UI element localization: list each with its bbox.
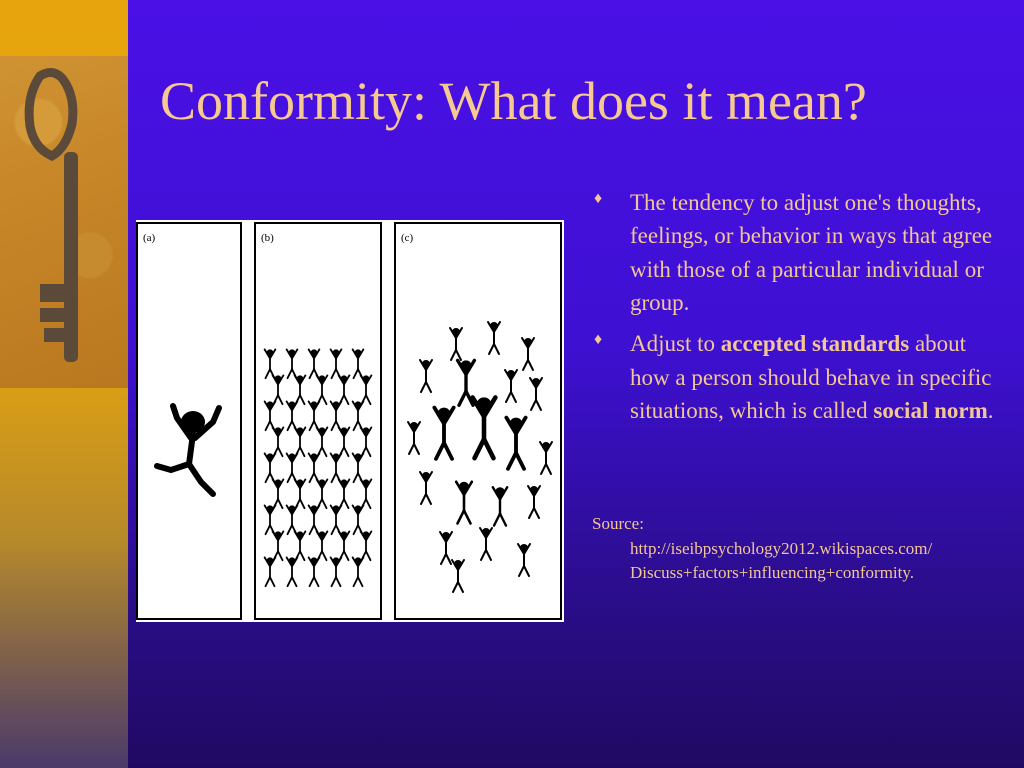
stick-figure [450, 328, 462, 360]
source-url-line1: http://iseibpsychology2012.wikispaces.com/ [630, 538, 933, 558]
stick-figure [287, 349, 298, 378]
source-label: Source: [592, 514, 644, 533]
stick-figure [434, 408, 453, 459]
stick-figure [353, 505, 364, 534]
stick-figure [265, 453, 276, 482]
stick-figure [530, 378, 542, 410]
accepted-standards-term: accepted standards [720, 331, 910, 357]
stick-figure [339, 427, 350, 456]
stick-figure [540, 442, 552, 474]
stick-figure [506, 418, 525, 469]
stick-figure [361, 427, 372, 456]
stick-figure [452, 560, 464, 592]
bullet-item [592, 327, 1002, 427]
stick-figure [353, 557, 364, 586]
stick-figure [295, 531, 306, 560]
stick-figure [339, 531, 350, 560]
stick-figure [331, 453, 342, 482]
stick-figure [528, 486, 540, 518]
stick-figure [473, 397, 496, 458]
stick-figure [287, 401, 298, 430]
bullet-text: The tendency to adjust one's thoughts, feelings, or behavior in ways that agree with those of a particular individual or group. [630, 190, 993, 316]
stick-figure [353, 349, 364, 378]
stick-figure [440, 532, 452, 564]
panel-b-label: (b) [261, 232, 274, 244]
stick-figure [420, 360, 432, 392]
stick-figure [317, 427, 328, 456]
stick-figure [309, 557, 320, 586]
bullet-text-mid: about how a person should behave in specific situations, which is called [630, 331, 992, 424]
panel-c-label: (c) [401, 232, 414, 244]
bullet-list [592, 186, 1002, 435]
stick-figure [309, 505, 320, 534]
stick-figure [331, 349, 342, 378]
source-citation [592, 512, 1012, 586]
stick-figure [488, 322, 500, 354]
diamond-bullet-icon: ♦ [594, 190, 603, 207]
stick-figure [317, 531, 328, 560]
stick-figure [265, 505, 276, 534]
stick-figure [331, 557, 342, 586]
stick-figure [353, 453, 364, 482]
stick-figure [287, 453, 298, 482]
stick-figure [456, 482, 472, 524]
source-url-line2: Discuss+factors+influencing+conformity. [630, 563, 915, 583]
stick-figure [339, 479, 350, 508]
stick-figure [408, 422, 420, 454]
lone-figure [138, 224, 240, 618]
bullet-item [592, 186, 1002, 319]
stick-figure [287, 557, 298, 586]
panel-a [136, 222, 242, 620]
stick-figure [361, 531, 372, 560]
stick-figure [295, 375, 306, 404]
panel-b [254, 222, 382, 620]
key-image [0, 56, 128, 388]
panel-c [394, 222, 562, 620]
stick-figure [273, 479, 284, 508]
stick-figure [309, 401, 320, 430]
stick-figure [309, 349, 320, 378]
stick-figure [518, 544, 530, 576]
stick-figure [309, 453, 320, 482]
stick-figure [317, 375, 328, 404]
stick-figure [493, 487, 507, 525]
slide-title: Conformity: What does it mean? [160, 71, 867, 131]
stick-figure [265, 349, 276, 378]
stick-figure [287, 505, 298, 534]
stick-figure [361, 375, 372, 404]
panel-a-label: (a) [143, 232, 156, 244]
stick-figure [522, 338, 534, 370]
stick-figure [317, 479, 328, 508]
stick-figure [331, 401, 342, 430]
stick-figure [273, 375, 284, 404]
stick-figure [339, 375, 350, 404]
stick-figure [265, 401, 276, 430]
bullet-text-post: . [987, 398, 994, 424]
stick-figure [273, 427, 284, 456]
bullet-text-pre: Adjust to [630, 331, 721, 357]
diamond-bullet-icon: ♦ [594, 331, 603, 349]
stick-figure [361, 479, 372, 508]
stick-figure [295, 427, 306, 456]
stick-figure [353, 401, 364, 430]
conformity-illustration [136, 220, 564, 622]
mixed-crowd [396, 224, 560, 618]
stick-figure [331, 505, 342, 534]
stick-figure [480, 528, 492, 560]
stick-figure [273, 531, 284, 560]
stick-figure [265, 557, 276, 586]
stick-figure [420, 472, 432, 504]
source-url[interactable] [592, 537, 1012, 586]
social-norm-term: social norm [873, 398, 988, 424]
uniform-crowd [256, 224, 380, 618]
stick-figure [505, 370, 517, 402]
stick-figure [295, 479, 306, 508]
